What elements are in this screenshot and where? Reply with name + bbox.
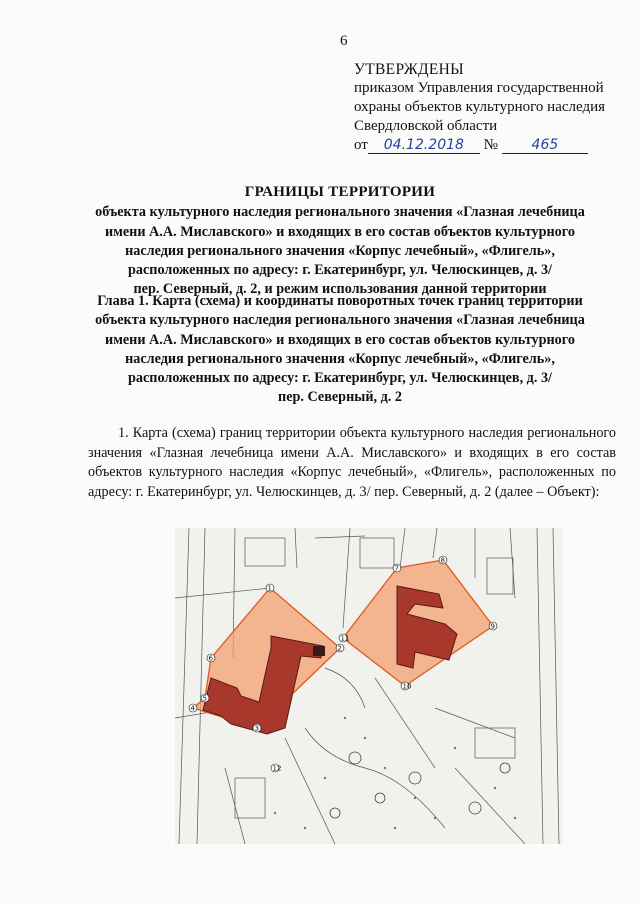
building-annex [313, 646, 325, 656]
point-label: 6 [208, 654, 213, 663]
point-label: 9 [490, 622, 495, 631]
chapter-line: имени А.А. Миславского» и входящих в его состав объектов культурного [105, 331, 575, 348]
paragraph-1: 1. Карта (схема) границ территории объекта культурного наследия регионального значения «Глазная лечебница имени А.А. Миславского» и входящих в его состав объектов культурного наследия «Корпус лечебный», «Флигель», расположенных по адресу: г. Екатеринбург, ул. Челюскинцев, д. 3/ пер. Северный, д. 2 (далее – Объект): [88, 425, 616, 500]
approval-number: 465 [502, 137, 588, 154]
chapter-heading [70, 292, 610, 408]
point-marker [253, 724, 261, 733]
approval-date: 04.12.2018 [368, 137, 480, 154]
point-marker [401, 682, 411, 691]
point-marker [489, 622, 497, 631]
point-marker [266, 584, 274, 593]
point-marker [393, 564, 401, 573]
chapter-line: пер. Северный, д. 2 [278, 389, 402, 406]
point-marker [336, 644, 344, 653]
title-line: пер. Северный, д. 2, и режим использования данной территории [133, 281, 547, 298]
point-marker [207, 654, 215, 663]
title-main: ГРАНИЦЫ ТЕРРИТОРИИ [244, 184, 436, 200]
point-marker [439, 556, 447, 565]
point-marker [271, 764, 281, 773]
approval-line-2: охраны объектов культурного наследия [354, 99, 606, 115]
point-label: 1 [267, 584, 272, 593]
document-title [70, 183, 610, 300]
number-sign: № [483, 137, 498, 153]
title-line: расположенных по адресу: г. Екатеринбург, ул. Челюскинцев, д. 3/ [128, 262, 552, 279]
approval-date-line [354, 136, 605, 155]
point-label: 3 [254, 724, 259, 733]
map-svg [175, 528, 563, 844]
point-label: 7 [394, 564, 399, 573]
chapter-line: наследия регионального значения «Корпус лечебный», «Флигель», [125, 350, 555, 367]
point-label: 10 [402, 682, 412, 691]
approval-line-1: приказом Управления государственной [354, 80, 604, 96]
point-label: 5 [202, 694, 207, 703]
chapter-line: Глава 1. Карта (схема) и координаты поворотных точек границ территории [97, 293, 583, 309]
approval-heading: УТВЕРЖДЕНЫ [354, 61, 464, 78]
territory-map [175, 528, 563, 844]
chapter-line: расположенных по адресу: г. Екатеринбург, ул. Челюскинцев, д. 3/ [128, 370, 552, 387]
title-line: имени А.А. Миславского» и входящих в его состав объектов культурного [105, 223, 575, 240]
date-prefix: от [354, 137, 368, 153]
point-marker [339, 634, 349, 643]
page-number: 6 [340, 33, 348, 49]
title-line: объекта культурного наследия регионального значения «Глазная лечебница [95, 204, 585, 221]
point-label: 4 [190, 704, 195, 713]
title-line: наследия регионального значения «Корпус лечебный», «Флигель», [125, 242, 555, 259]
point-label: 8 [440, 556, 445, 565]
point-label: 12 [272, 764, 282, 773]
approval-stamp [354, 60, 605, 155]
approval-line-3: Свердловской области [354, 118, 498, 134]
point-label: 11 [340, 634, 350, 643]
chapter-line: объекта культурного наследия регионального значения «Глазная лечебница [95, 312, 585, 329]
point-label: 2 [337, 644, 342, 653]
point-marker [189, 704, 197, 713]
point-marker [201, 694, 209, 703]
